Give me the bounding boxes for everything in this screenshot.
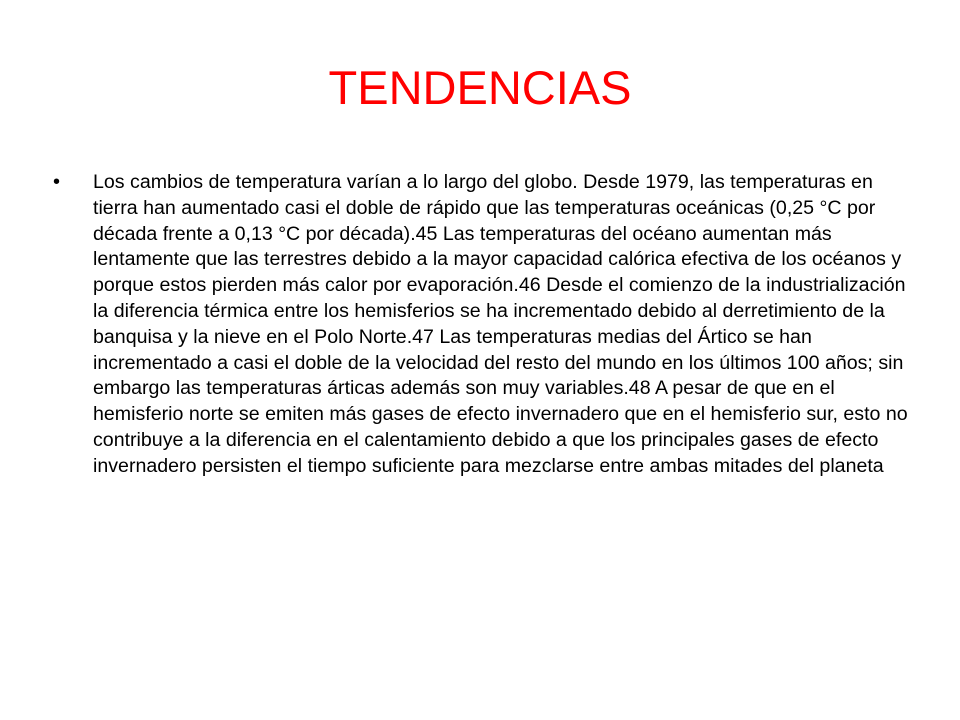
bullet-item <box>48 170 908 480</box>
slide-content <box>48 170 908 480</box>
slide-title: TENDENCIAS <box>328 61 632 114</box>
bullet-text: Los cambios de temperatura varían a lo largo del globo. Desde 1979, las temperaturas en tierra han aumentado casi el doble de rápido que las temperaturas oceánicas (0,25 °C por década frente a 0,13 °C por década).45 Las temperaturas del océano aumentan más lentamente que las terrestres debido a la mayor capacidad calórica efectiva de los océanos y porque estos pierden más calor por evaporación.46 Desde el comienzo de la industrialización la diferencia térmica entre los hemisferios se ha incrementado debido al derretimiento de la banquisa y la nieve en el Polo Norte.47 Las temperaturas medias del Ártico se han incrementado a casi el doble de la velocidad del resto del mundo en los últimos 100 años; sin embargo las temperaturas árticas además son muy variables.48 A pesar de que en el hemisferio norte se emiten más gases de efecto invernadero que en el hemisferio sur, esto no contribuye a la diferencia en el calentamiento debido a que los principales gases de efecto invernadero persisten el tiempo suficiente para mezclarse entre ambas mitades del planeta <box>93 171 908 477</box>
bullet-dot-icon: • <box>53 171 61 193</box>
